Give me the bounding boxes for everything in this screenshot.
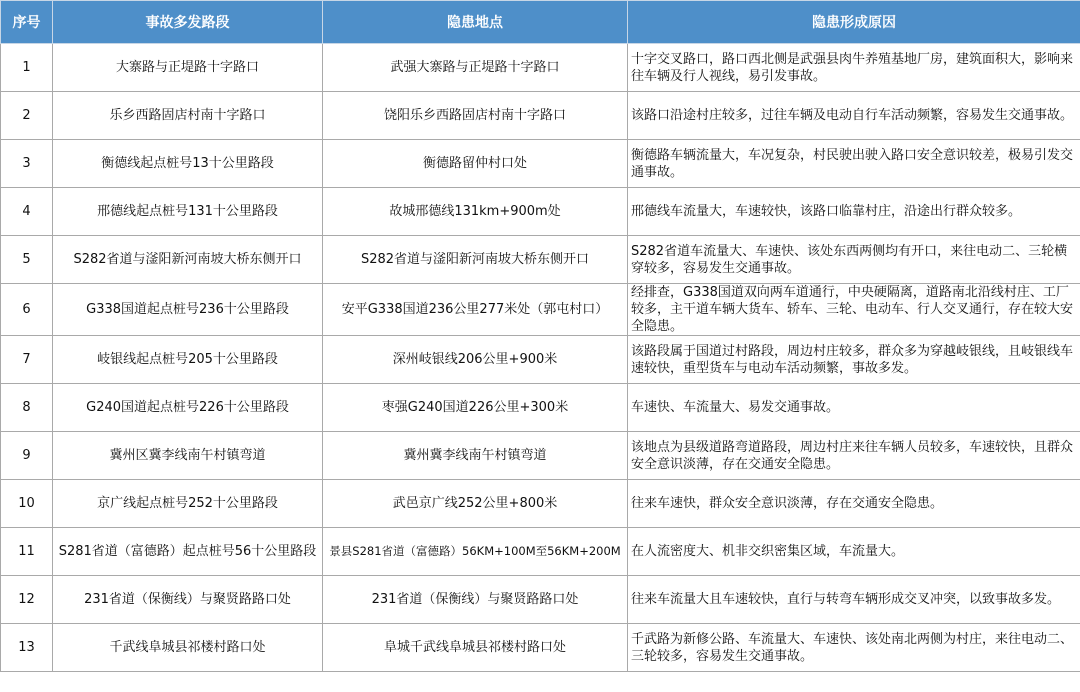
table-row <box>1 384 1080 432</box>
row-location: 安平G338国道236公里277米处（郭屯村口） <box>323 284 628 336</box>
row-section: 邢德线起点桩号131十公里路段 <box>53 188 323 236</box>
row-cause: 邢德线车流量大，车速较快，该路口临靠村庄，沿途出行群众较多。 <box>628 188 1080 236</box>
row-cause: 车速快、车流量大、易发交通事故。 <box>628 384 1080 432</box>
table-row <box>1 336 1080 384</box>
row-cause: 十字交叉路口，路口西北侧是武强县肉牛养殖基地厂房，建筑面积大，影响来往车辆及行人视线，易引发事故。 <box>628 44 1080 92</box>
table-row <box>1 624 1080 672</box>
header-location: 隐患地点 <box>323 1 628 44</box>
row-index: 6 <box>1 284 53 336</box>
row-section: 231省道（保衡线）与聚贤路路口处 <box>53 576 323 624</box>
row-location: 枣强G240国道226公里+300米 <box>323 384 628 432</box>
row-index: 11 <box>1 528 53 576</box>
row-location: 武强大寨路与正堤路十字路口 <box>323 44 628 92</box>
header-index: 序号 <box>1 1 53 44</box>
row-cause: 该地点为县级道路弯道路段，周边村庄来往车辆人员较多，车速较快，且群众安全意识淡薄，存在交通安全隐患。 <box>628 432 1080 480</box>
row-cause: 经排查，G338国道双向两车道通行，中央硬隔离，道路南北沿线村庄、工厂较多，主干道车辆大货车、轿车、三轮、电动车、行人交叉通行，存在较大安全隐患。 <box>628 284 1080 336</box>
row-index: 13 <box>1 624 53 672</box>
row-index: 2 <box>1 92 53 140</box>
row-section: 岐银线起点桩号205十公里路段 <box>53 336 323 384</box>
row-section: 京广线起点桩号252十公里路段 <box>53 480 323 528</box>
row-cause: 在人流密度大、机非交织密集区域，车流量大。 <box>628 528 1080 576</box>
header-section: 事故多发路段 <box>53 1 323 44</box>
row-section: S281省道（富德路）起点桩号56十公里路段 <box>53 528 323 576</box>
row-index: 7 <box>1 336 53 384</box>
header-cause: 隐患形成原因 <box>628 1 1080 44</box>
row-cause: 往来车速快，群众安全意识淡薄，存在交通安全隐患。 <box>628 480 1080 528</box>
row-index: 9 <box>1 432 53 480</box>
table-row <box>1 140 1080 188</box>
row-location: S282省道与滏阳新河南坡大桥东侧开口 <box>323 236 628 284</box>
row-index: 5 <box>1 236 53 284</box>
table-row <box>1 44 1080 92</box>
table-body <box>1 44 1080 672</box>
row-cause: 衡德路车辆流量大，车况复杂，村民驶出驶入路口安全意识较差，极易引发交通事故。 <box>628 140 1080 188</box>
row-location: 饶阳乐乡西路固店村南十字路口 <box>323 92 628 140</box>
table-row <box>1 480 1080 528</box>
row-section: S282省道与滏阳新河南坡大桥东侧开口 <box>53 236 323 284</box>
table-row <box>1 92 1080 140</box>
table-row <box>1 576 1080 624</box>
row-cause: S282省道车流量大、车速快、该处东西两侧均有开口，来往电动二、三轮横穿较多，容易发生交通事故。 <box>628 236 1080 284</box>
row-section: G338国道起点桩号236十公里路段 <box>53 284 323 336</box>
table-row <box>1 284 1080 336</box>
row-section: G240国道起点桩号226十公里路段 <box>53 384 323 432</box>
row-index: 3 <box>1 140 53 188</box>
row-index: 10 <box>1 480 53 528</box>
row-index: 1 <box>1 44 53 92</box>
row-cause: 该路口沿途村庄较多，过往车辆及电动自行车活动频繁，容易发生交通事故。 <box>628 92 1080 140</box>
row-location: 冀州冀李线南午村镇弯道 <box>323 432 628 480</box>
row-index: 4 <box>1 188 53 236</box>
row-section: 衡德线起点桩号13十公里路段 <box>53 140 323 188</box>
row-section: 大寨路与正堤路十字路口 <box>53 44 323 92</box>
row-section: 冀州区冀李线南午村镇弯道 <box>53 432 323 480</box>
header-row <box>1 1 1080 44</box>
table-row <box>1 528 1080 576</box>
row-location: 故城邢德线131km+900m处 <box>323 188 628 236</box>
row-section: 千武线阜城县祁楼村路口处 <box>53 624 323 672</box>
row-index: 8 <box>1 384 53 432</box>
row-location: 武邑京广线252公里+800米 <box>323 480 628 528</box>
row-location: 阜城千武线阜城县祁楼村路口处 <box>323 624 628 672</box>
row-section: 乐乡西路固店村南十字路口 <box>53 92 323 140</box>
table-row <box>1 236 1080 284</box>
row-location: 景县S281省道（富德路）56KM+100M至56KM+200M <box>323 528 628 576</box>
row-cause: 往来车流量大且车速较快，直行与转弯车辆形成交叉冲突，以致事故多发。 <box>628 576 1080 624</box>
row-index: 12 <box>1 576 53 624</box>
row-location: 231省道（保衡线）与聚贤路路口处 <box>323 576 628 624</box>
table-row <box>1 188 1080 236</box>
row-location: 衡德路留仲村口处 <box>323 140 628 188</box>
row-location: 深州岐银线206公里+900米 <box>323 336 628 384</box>
row-cause: 千武路为新修公路、车流量大、车速快、该处南北两侧为村庄，来往电动二、三轮较多，容易发生交通事故。 <box>628 624 1080 672</box>
table-row <box>1 432 1080 480</box>
row-cause: 该路段属于国道过村路段，周边村庄较多，群众多为穿越岐银线，且岐银线车速较快，重型货车与电动车活动频繁，事故多发。 <box>628 336 1080 384</box>
